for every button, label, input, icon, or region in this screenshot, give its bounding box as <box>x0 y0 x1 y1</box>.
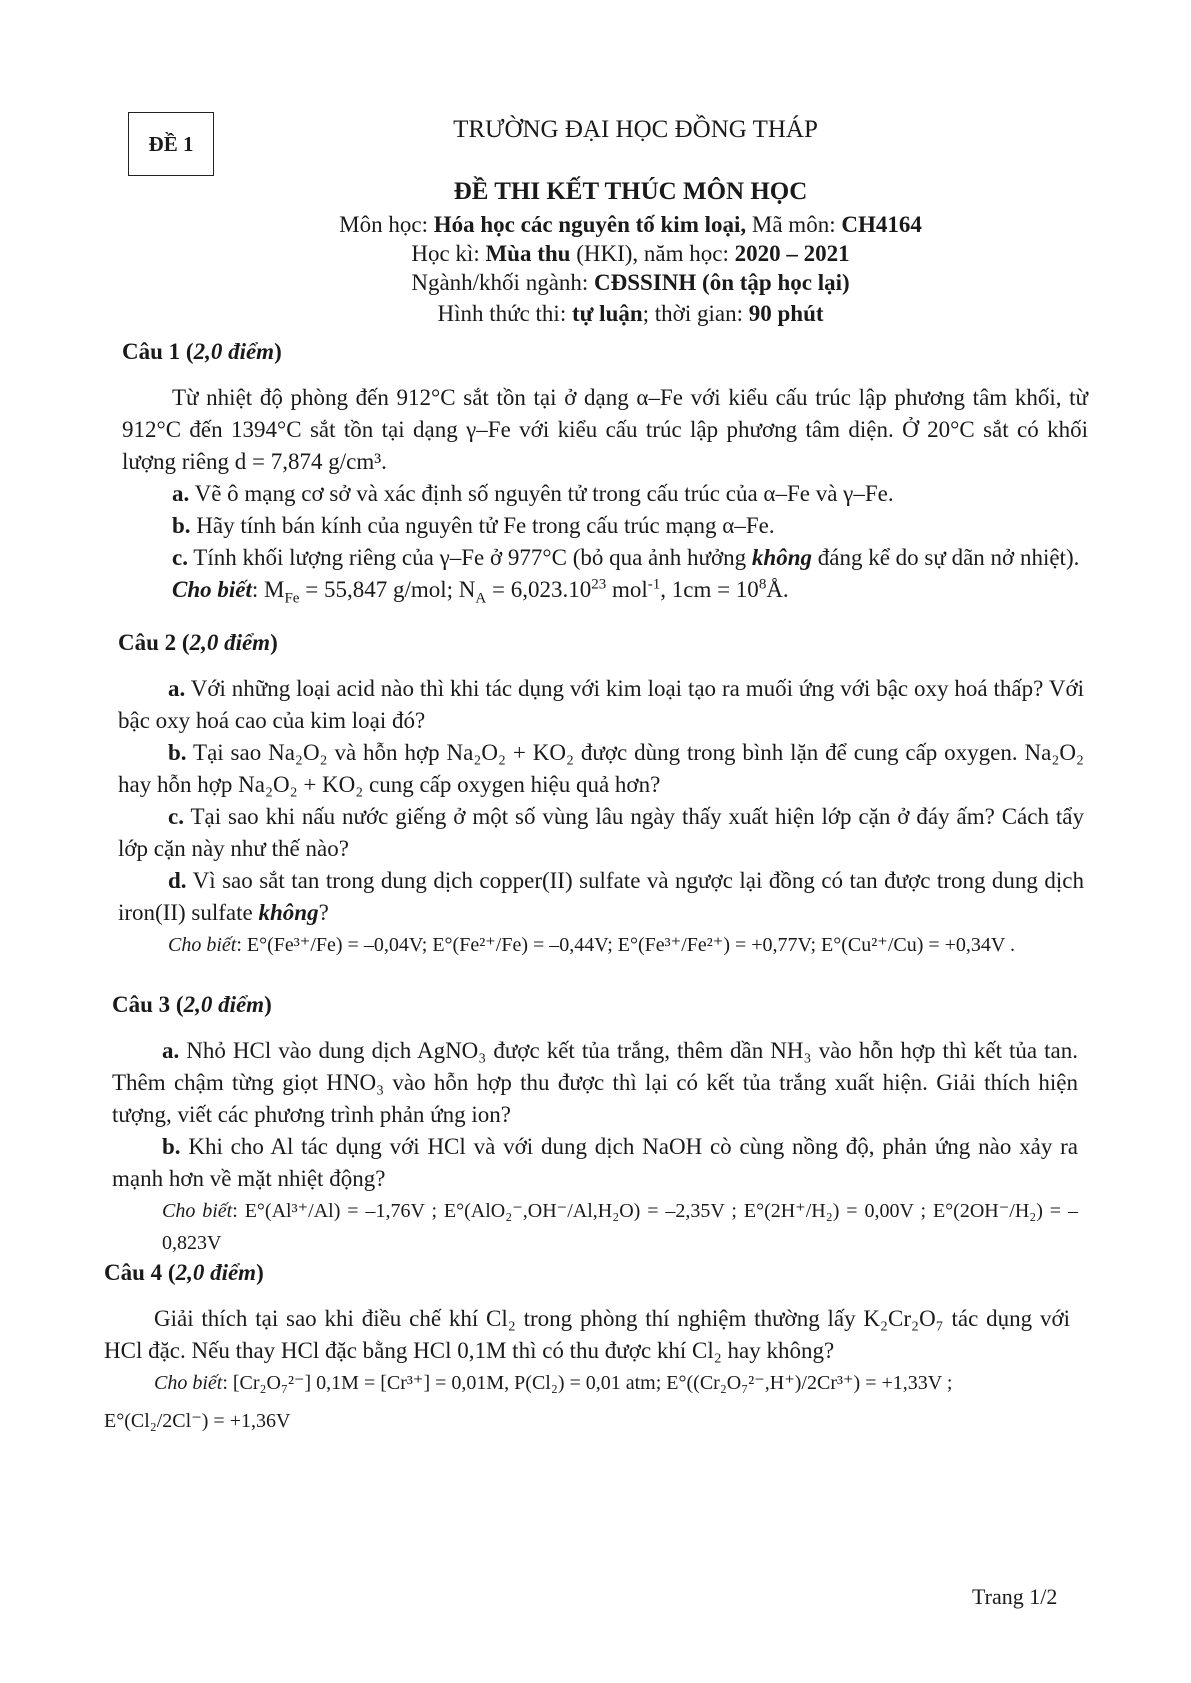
question-4 <box>104 1257 1070 1437</box>
page-number: Trang 1/2 <box>972 1584 1058 1609</box>
question-2-c: c. Tại sao khi nấu nước giếng ở một số vùng lâu ngày thấy xuất hiện lớp cặn ở đáy ấm? Cách tẩy lớp cặn này như thế nào? <box>118 804 1084 861</box>
course-line <box>0 212 1191 238</box>
question-1-title: Câu 1 (2,0 điểm) <box>122 339 282 364</box>
exam-title: ĐỀ THI KẾT THÚC MÔN HỌC <box>453 178 808 205</box>
question-4-given-line2: E°(Cl₂/2Cl⁻) = +1,36V <box>104 1410 291 1432</box>
question-4-title: Câu 4 (2,0 điểm) <box>104 1260 264 1285</box>
question-2-b: b. Tại sao Na₂O₂ và hỗn hợp Na₂O₂ + KO₂ được dùng trong bình lặn để cung cấp oxygen. Na₂O₂ hay hỗn hợp Na₂O₂ + KO₂ cung cấp oxygen hiệu quả hơn? <box>118 740 1084 797</box>
question-1-given: Cho biết: $M_{Fe} = 55,847$ g/mol; $N_A = 6,023.10^{23}$ mol$^{-1}$, $1cm = 10^8Å$. <box>172 576 789 607</box>
question-1 <box>122 336 1088 606</box>
question-3-given: Cho biết: E°(Al³⁺/Al) = –1,76V ; E°(AlO₂⁻,OH⁻/Al,H₂O) = –2,35V ; E°(2H⁺/H₂) = 0,00V ; E°(2OH⁻/H₂) = –0,823V <box>162 1200 1078 1254</box>
major-line <box>0 270 1191 296</box>
time-label: ; thời gian: <box>642 301 749 326</box>
school-year: 2020 – 2021 <box>734 241 850 266</box>
question-2-d: d. Vì sao sắt tan trong dung dịch copper(II) sulfate và ngược lại đồng có tan được trong dung dịch iron(II) sulfate không? <box>118 868 1084 925</box>
term: Mùa thu <box>485 241 571 266</box>
course-code: CH4164 <box>841 212 922 237</box>
form-label: Hình thức thi: <box>437 301 572 326</box>
question-2-given: Cho biết: E°(Fe³⁺/Fe) = –0,04V; E°(Fe²⁺/Fe) = –0,44V; E°(Fe³⁺/Fe²⁺) = +0,77V; E°(Cu²⁺/Cu) = +0,34V . <box>168 934 1016 956</box>
course-name: Hóa học các nguyên tố kim loại, <box>433 212 747 237</box>
term-line <box>0 241 1191 267</box>
form-line <box>0 301 1191 327</box>
course-label: Môn học: <box>339 212 434 237</box>
question-1-b: b. Hãy tính bán kính của nguyên tử Fe trong cấu trúc mạng α–Fe. <box>172 513 775 538</box>
code-label: Mã môn: <box>746 212 842 237</box>
question-3 <box>112 989 1078 1259</box>
major: CĐSSINH (ôn tập học lại) <box>594 270 850 295</box>
question-2-title: Câu 2 (2,0 điểm) <box>118 630 278 655</box>
major-label: Ngành/khối ngành: <box>411 270 595 295</box>
question-3-b: b. Khi cho Al tác dụng với HCl và với dung dịch NaOH cò cùng nồng độ, phản ứng nào xảy ra mạnh hơn về mặt nhiệt động? <box>112 1134 1078 1191</box>
school-name: TRƯỜNG ĐẠI HỌC ĐỒNG THÁP <box>453 116 818 143</box>
question-2 <box>118 627 1084 961</box>
question-3-a: a. Nhỏ HCl vào dung dịch AgNO₃ được kết tủa trắng, thêm dần NH₃ vào hỗn hợp thì kết tủa tan. Thêm chậm từng giọt HNO₃ vào hỗn hợp thu được thì lại có kết tủa trắng xuất hiện. Giải thích hiện tượng, viết các phương trình phản ứng ion? <box>112 1038 1078 1127</box>
question-1-a: a. Vẽ ô mạng cơ sở và xác định số nguyên tử trong cấu trúc của α–Fe và γ–Fe. <box>172 481 894 506</box>
question-2-a: a. Với những loại acid nào thì khi tác dụng với kim loại tạo ra muối ứng với bậc oxy hoá thấp? Với bậc oxy hoá cao của kim loại đó? <box>118 676 1084 733</box>
question-4-body: Giải thích tại sao khi điều chế khí Cl₂ trong phòng thí nghiệm thường lấy K₂Cr₂O₇ tác dụng với HCl đặc. Nếu thay HCl đặc bằng HCl 0,1M thì có thu được khí Cl₂ hay không? <box>104 1306 1070 1363</box>
question-3-title: Câu 3 (2,0 điểm) <box>112 992 272 1017</box>
exam-code: ĐỀ 1 <box>148 131 194 156</box>
question-1-intro: Từ nhiệt độ phòng đến 912°C sắt tồn tại ở dạng α–Fe với kiểu cấu trúc lập phương tâm khối, từ 912°C đến 1394°C sắt tồn tại dạng γ–Fe với kiểu cấu trúc lập phương tâm diện. Ở 20°C sắt có khối lượng riêng d = 7,874 g/cm³. <box>122 385 1088 474</box>
exam-time: 90 phút <box>748 301 824 326</box>
term-label: Học kì: <box>411 241 486 266</box>
question-4-given: Cho biết: [Cr₂O₇²⁻] 0,1M = [Cr³⁺] = 0,01M, P(Cl₂) = 0,01 atm; E°((Cr₂O₇²⁻,H⁺)/2Cr³⁺) = +1,33V ; <box>154 1372 953 1394</box>
exam-form: tự luận <box>571 301 643 326</box>
term-note: (HKI), năm học: <box>570 241 735 266</box>
question-1-c: c. Tính khối lượng riêng của γ–Fe ở 977°C (bỏ qua ảnh hưởng không đáng kể do sự dãn nở nhiệt). <box>172 545 1080 570</box>
